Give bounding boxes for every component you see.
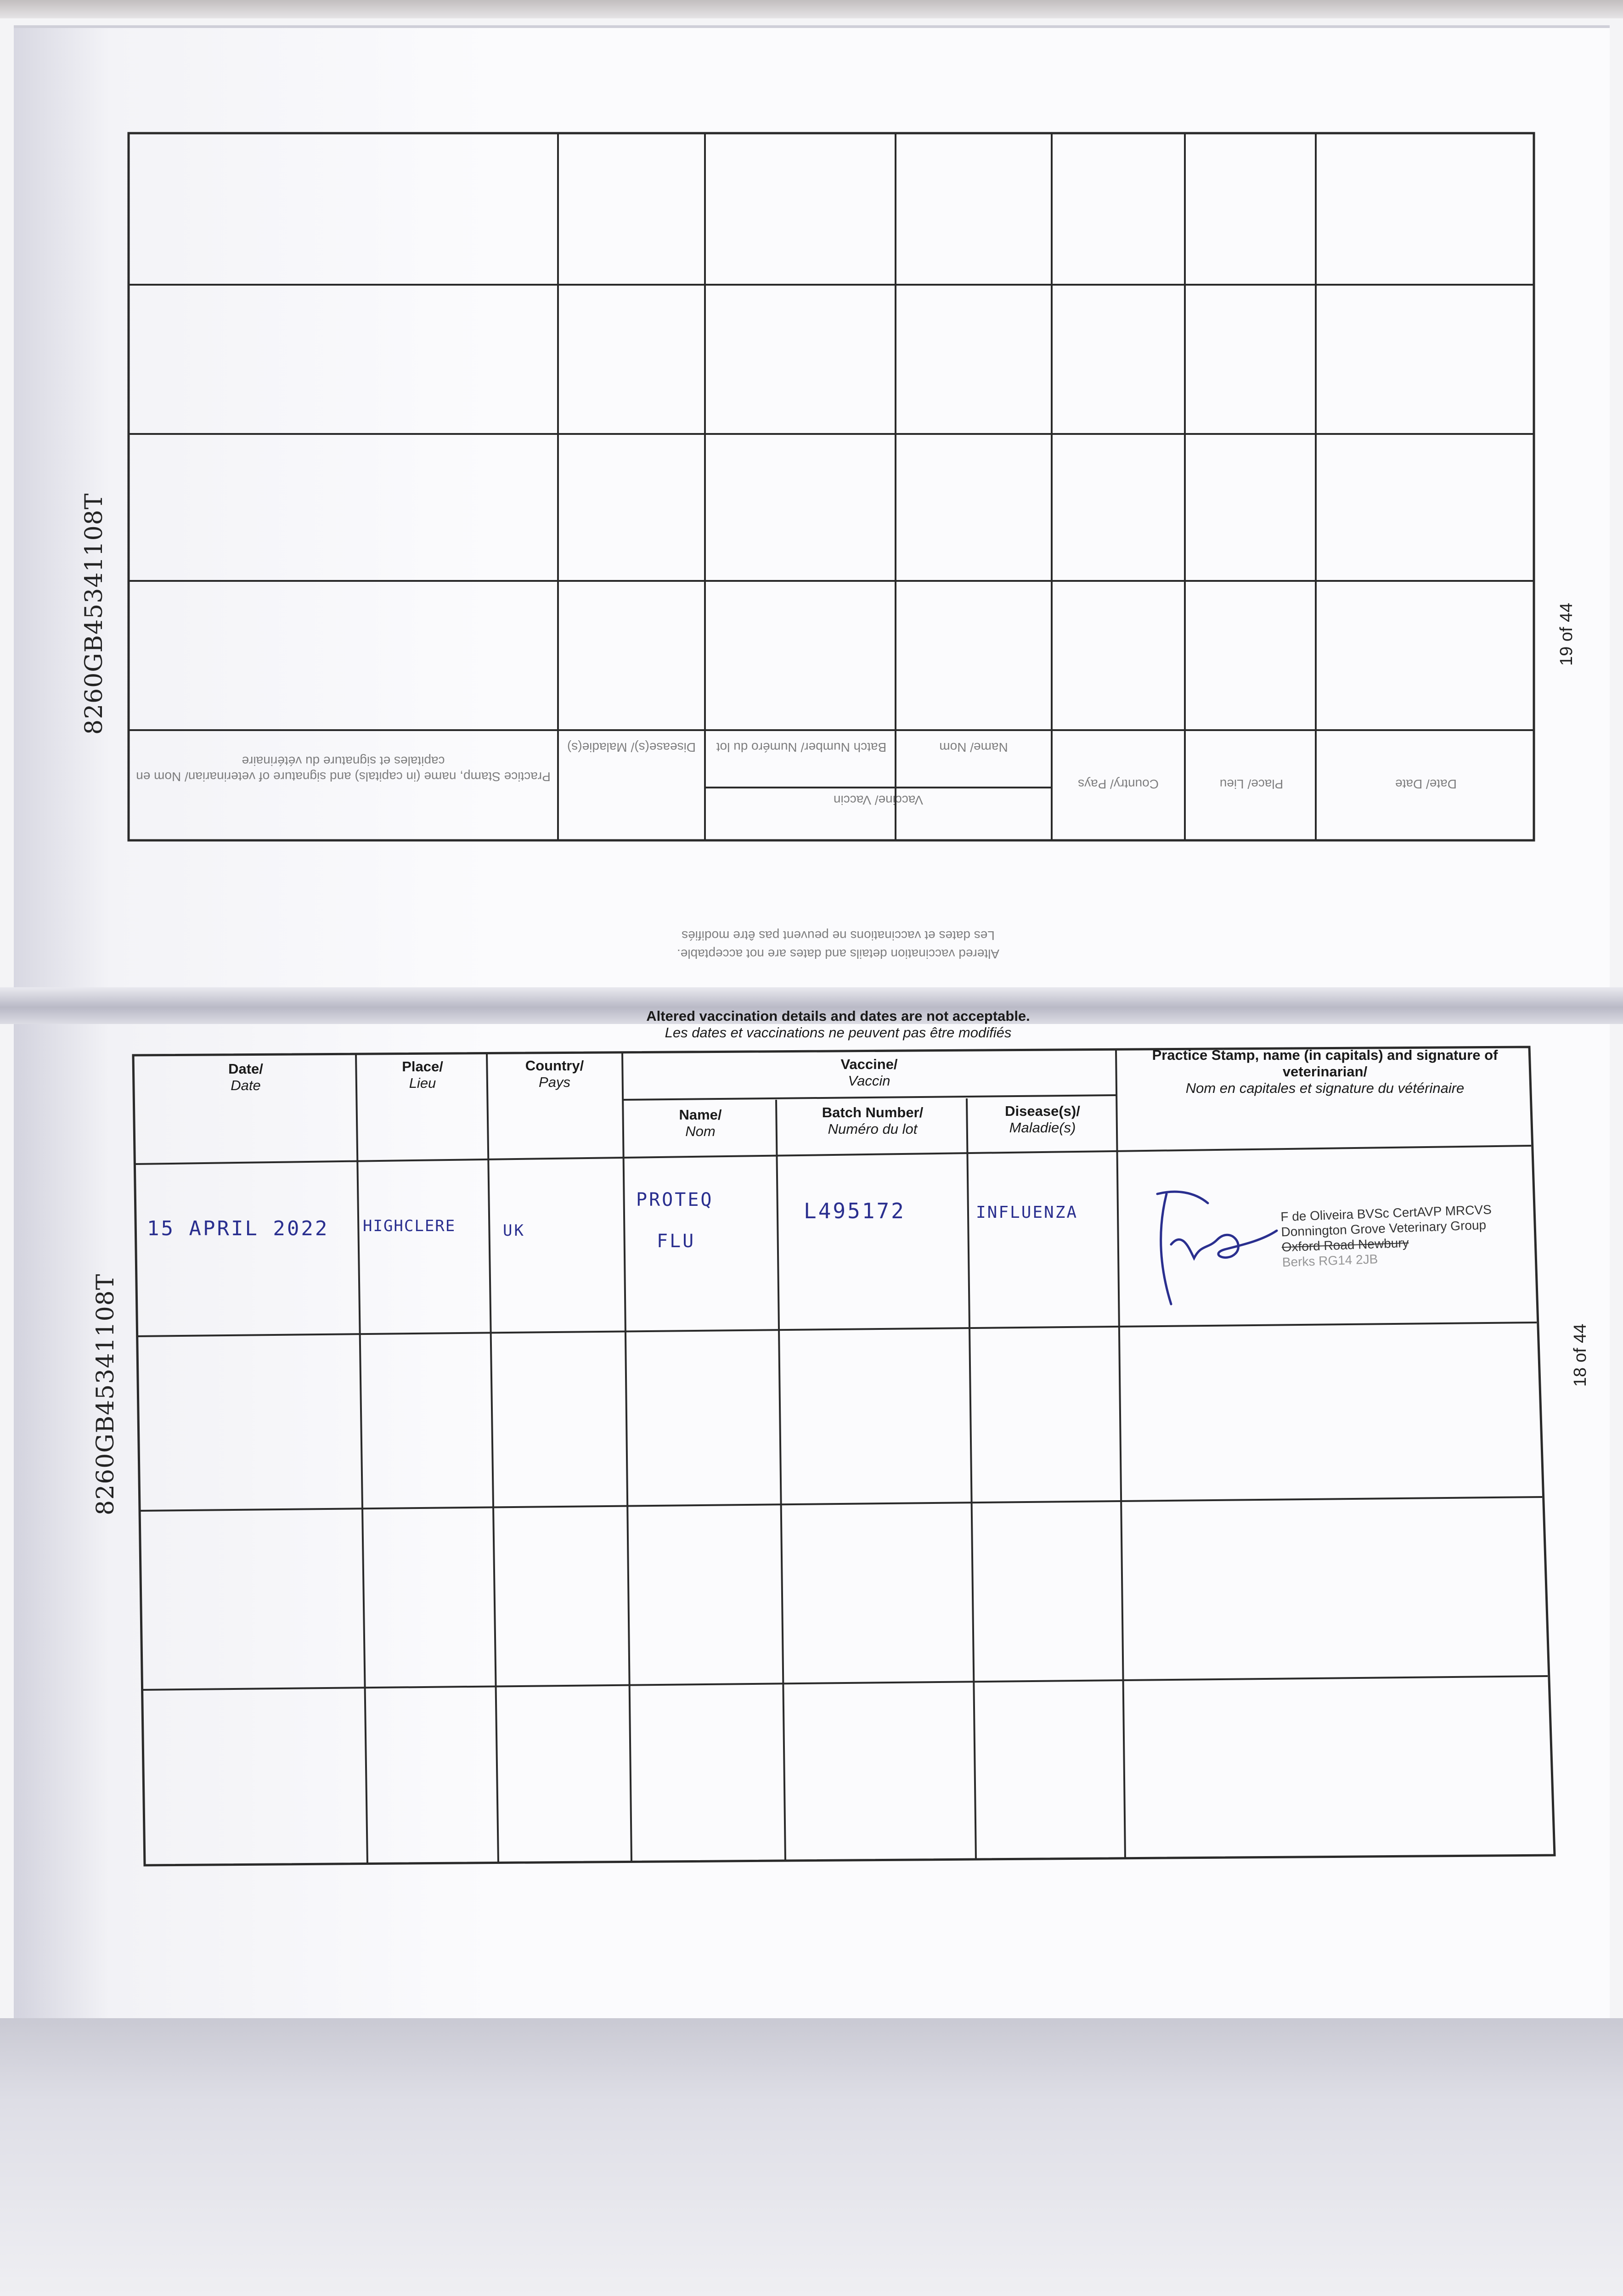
stamp-line-2: Donnington Grove Veterinary Group	[1281, 1217, 1487, 1239]
entry-country: UK	[503, 1221, 525, 1240]
top-header-batch: Batch Number/ Numéro du lot	[716, 740, 887, 754]
entry-vaccine-name-2: FLU	[657, 1231, 696, 1252]
header-practice-stamp: Practice Stamp, name (in capitals) and signature of veterinarian/ Nom en capitales et signature du vétérinaire	[1152, 1047, 1498, 1096]
entry-vaccine-name-1: PROTEQ	[636, 1189, 714, 1210]
top-header-place: Place/ Lieu	[1219, 777, 1284, 791]
entry-place: HIGHCLERE	[363, 1217, 456, 1235]
top-page-number: 19 of 44	[1557, 602, 1576, 666]
stamp-line-1: F de Oliveira BVSc CertAVP MRCVS	[1280, 1202, 1492, 1224]
top-header-vaccine: Vaccine/ Vaccin	[833, 793, 924, 807]
top-notice-en: Altered vaccination details and dates are not acceptable.	[677, 947, 1000, 961]
notice-english: Altered vaccination details and dates are not acceptable.	[646, 1008, 1030, 1024]
top-header-stamp: Practice Stamp, name (in capitals) and signature of veterinarian/ Nom en capitales et signature du vétérinaire	[136, 754, 551, 784]
entry-batch-number: L495172	[804, 1199, 906, 1223]
entry-disease: INFLUENZA	[976, 1203, 1078, 1222]
top-header-country: Country/ Pays	[1078, 777, 1159, 791]
header-place: Place/ Lieu	[402, 1058, 443, 1091]
top-header-disease: Disease(s)/ Maladie(s)	[567, 740, 696, 754]
top-header-date: Date/ Date	[1395, 777, 1457, 791]
stamp-line-3: Oxford Road Newbury	[1281, 1235, 1409, 1255]
bottom-passport-number: 8260GB45341108T	[92, 1273, 119, 1515]
header-disease: Disease(s)/ Maladie(s)	[1005, 1103, 1080, 1136]
top-passport-number: 8260GB45341108T	[80, 493, 108, 735]
stamp-line-4: Berks RG14 2JB	[1282, 1252, 1378, 1270]
header-batch-number: Batch Number/ Numéro du lot	[822, 1104, 924, 1137]
bottom-page-number: 18 of 44	[1571, 1323, 1590, 1387]
practice-stamp	[1280, 1202, 1503, 1270]
header-date: Date/ Date	[228, 1061, 263, 1093]
header-vaccine-name: Name/ Nom	[679, 1107, 722, 1139]
notice-french: Les dates et vaccinations ne peuvent pas être modifiés	[665, 1024, 1012, 1041]
top-notice-fr: Les dates et vaccinations ne peuvent pas être modifiés	[682, 929, 995, 943]
entry-date: 15 APRIL 2022	[147, 1217, 329, 1240]
header-vaccine: Vaccine/ Vaccin	[840, 1056, 898, 1089]
top-header-name: Name/ Nom	[939, 740, 1008, 754]
header-country: Country/ Pays	[525, 1058, 584, 1090]
veterinarian-signature	[1139, 1176, 1286, 1313]
